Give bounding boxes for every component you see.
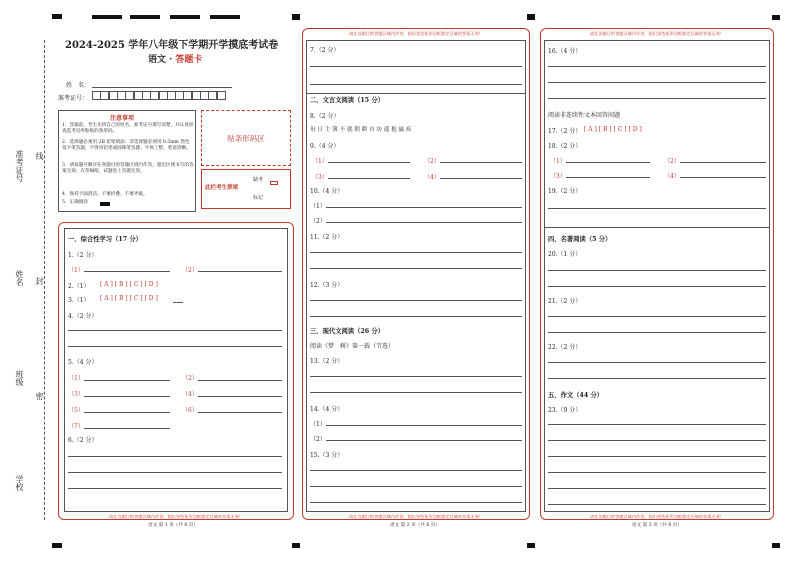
answer-line[interactable] [68,330,282,331]
question-label: 18.（2 分） [548,143,582,150]
answer-line[interactable] [310,392,522,393]
answer-line[interactable] [326,207,522,208]
question-label: 16.（4 分） [548,48,582,55]
question-label: 9.（4 分） [310,143,340,150]
section-heading: 三、现代文阅读（26 分） [310,328,384,335]
answer-line[interactable] [548,424,766,425]
reading-title: 阅读非连续性文本回答问题 [548,112,621,119]
answer-line[interactable] [84,380,170,381]
top-warning: 请在各题目的答题区域内作答，超出黑色矩形边框限定区域的答案无效！ [348,31,483,36]
answer-line[interactable] [310,376,522,377]
notice-item: 3．请按题号顺序在各题目的答题区域内作答，超出区域书写的答案无效；在草稿纸、试题卷上答题无效。 [62,163,194,175]
answer-line[interactable] [310,300,522,301]
question-label: 15.（3 分） [310,452,344,459]
timing-mark [292,543,300,548]
side-label-name: 姓名 [15,270,24,286]
answer-line[interactable] [84,412,170,413]
question-label: 23.（9 分） [548,407,582,414]
bottom-warning: 请在各题目的答题区域内作答，超出黑色矩形边框限定区域的答案无效！ [108,514,243,519]
answer-line[interactable] [310,268,522,269]
answer-line[interactable] [548,98,766,99]
fill-sample [100,202,110,206]
answer-line[interactable] [68,346,282,347]
answer-line[interactable] [68,472,282,473]
answer-line[interactable] [566,177,650,178]
answer-label: （3） [312,174,328,181]
answer-label: （4） [424,174,440,181]
answer-line[interactable] [310,66,522,67]
bottom-warning: 请在各题目的答题区域内作答，超出黑色矩形边框限定区域的答案无效！ [348,514,483,519]
side-label-line: 线 [35,152,44,160]
question-label: 5.（4 分） [68,359,98,366]
question-label: 20.（1 分） [548,251,582,258]
subtitle-subject: 语文 · [148,55,176,65]
subtitle-card: 答题卡 [175,55,203,65]
answer-line[interactable] [680,162,766,163]
barcode-area [201,110,291,166]
timing-mark [292,14,300,20]
answer-line[interactable] [84,396,170,397]
answer-label: （4） [664,173,680,180]
page-footer: 语文 第 1 页（共 6 页） [148,523,198,528]
answer-label: （2） [182,375,198,382]
page-footer: 语文 第 2 页（共 6 页） [390,523,440,528]
answer-label: （4） [182,391,198,398]
timing-mark [52,543,62,548]
answer-label: （7） [68,423,84,430]
exam-title: 2024-2025 学年八年级下学期开学摸底考试卷 [65,40,279,51]
side-label-school: 学校 [15,475,24,491]
notice-item: 4．保持卡面清洁，不要折叠、不要弄破。 [62,192,148,197]
question-label: 1.（2 分） [68,252,98,259]
answer-line[interactable] [548,66,766,67]
notice-title: 注意事项 [110,115,135,122]
section-heading: 四、名著阅读（5 分） [548,236,612,243]
question-label: 13.（2 分） [310,358,344,365]
answer-label: （6） [182,407,198,414]
question-label: 21.（2 分） [548,298,582,305]
question-label: 14.（4 分） [310,406,344,413]
page-footer: 语文 第 3 页（共 6 页） [632,523,682,528]
question-label: 4.（2 分） [68,313,98,320]
timing-mark [772,15,780,20]
answer-label: （2） [424,158,440,165]
question-label: 3.（1） [68,297,90,304]
answer-line[interactable] [680,177,766,178]
question-label: 22.（2 分） [548,344,582,351]
side-label-secret: 密 [35,392,44,400]
side-label-class: 班级 [15,370,24,386]
question-label: 2.（1） [68,283,90,290]
answer-line[interactable] [198,412,282,413]
answer-line[interactable] [68,456,282,457]
q8-text: 卅 日 主 簿 不 就 朝 耕 自 坊 遥 抱 羸 疾 [310,127,412,133]
timing-mark [52,14,62,19]
choice-options[interactable]: [ A ] [ B ] [ C ] [ D ] [100,295,158,302]
answer-label: （2） [182,267,198,274]
answer-line[interactable] [548,378,766,379]
answer-line[interactable] [548,456,766,457]
section-heading: 二、文言文阅读（15 分） [310,97,384,104]
answer-line[interactable] [310,502,522,503]
choice-options[interactable]: [ A ] [ B ] [ C ] [ D ] [100,281,158,288]
answer-label: （1） [310,421,326,428]
answer-line[interactable] [548,472,766,473]
answer-line[interactable] [326,425,522,426]
answer-line[interactable] [68,488,282,489]
answer-line[interactable] [566,162,650,163]
timing-mark [527,543,535,548]
answer-line[interactable] [310,252,522,253]
section-heading: 五、作文（44 分） [548,392,604,399]
answer-label: （1） [68,267,84,274]
answer-label: （1） [550,158,566,165]
answer-line[interactable] [548,488,766,489]
answer-line[interactable] [328,162,410,163]
answer-label: （3） [68,391,84,398]
answer-label: （3） [550,173,566,180]
answer-label: （5） [68,407,84,414]
answer-line[interactable] [173,302,183,303]
answer-label: （1） [310,203,326,210]
answer-line[interactable] [548,504,766,505]
side-label-ticket: 准考证号 [15,150,24,182]
answer-line[interactable] [198,396,282,397]
question-label: 11.（2 分） [310,234,344,241]
notice-item: 2．选择题必须用 2B 铅笔填涂；非选择题必须用 0.5mm 黑色签字笔答题，不得用铅笔或圆珠笔答题；字体工整、笔迹清晰。 [62,140,191,152]
ticket-label: 准考证号： [58,95,89,102]
answer-line[interactable] [548,362,766,363]
answer-line[interactable] [440,178,522,179]
answer-line[interactable] [326,222,522,223]
question-label: 12.（3 分） [310,282,344,289]
answer-line[interactable] [84,428,170,429]
barcode-label: 贴条形码区 [227,133,265,143]
answer-label: （2） [310,218,326,225]
answer-label: （1） [68,375,84,382]
answer-line[interactable] [198,271,282,272]
question-label: 7.（2 分） [310,47,340,54]
answer-line[interactable] [548,286,766,287]
answer-line[interactable] [310,486,522,487]
answer-line[interactable] [440,162,522,163]
absent-checkbox[interactable] [270,181,278,185]
answer-line[interactable] [548,270,766,271]
answer-line[interactable] [84,271,170,272]
answer-label: （2） [664,158,680,165]
timing-mark [130,15,160,19]
answer-label: （2） [310,436,326,443]
name-field[interactable] [92,87,232,88]
question-label: 17.（2 分） [548,128,582,135]
question-label: 6.（2 分） [68,437,98,444]
answer-line[interactable] [548,82,766,83]
answer-line[interactable] [548,332,766,333]
absent-label: 缺考 [253,177,264,183]
reading-title: 阅读《梦 树》第一载（节选） [310,343,395,350]
answer-line[interactable] [310,84,522,85]
timing-mark [170,15,200,19]
answer-line[interactable] [548,208,766,209]
timing-mark [210,15,240,19]
answer-line[interactable] [326,440,522,441]
notice-item: 1．答题前，考生先将自己的姓名，准考证号填写清楚，并认真检查监考员所粘贴的条形码。 [62,123,194,135]
name-label: 姓 名： [66,82,91,89]
notice-item: 5．正确填涂 [62,200,88,205]
answer-line[interactable] [328,178,410,179]
answer-line[interactable] [548,316,766,317]
answer-line[interactable] [310,470,522,471]
question-label: 10.（4 分） [310,188,344,195]
timing-mark [92,15,122,19]
timing-mark [527,14,535,20]
top-warning: 请在各题目的答题区域内作答，超出黑色矩形边框限定区域的答案无效！ [589,31,724,36]
timing-mark [772,543,780,548]
question-label: 19.（2 分） [548,188,582,195]
answer-line[interactable] [198,380,282,381]
answer-line[interactable] [548,440,766,441]
answer-line[interactable] [310,316,522,317]
bottom-warning: 请在各题目的答题区域内作答，超出黑色矩形边框限定区域的答案无效！ [589,514,724,519]
section-heading: 一、综合性学习（17 分） [68,236,142,243]
question-label: 8.（2 分） [310,113,340,120]
side-label-seal: 封 [35,277,44,285]
ticket-number-cells[interactable] [92,91,225,100]
exam-subtitle [148,52,202,65]
mark-label: 标记 [253,195,264,201]
forbidden-label: 此栏考生禁填 [205,185,239,191]
answer-label: （1） [312,158,328,165]
choice-options[interactable]: [ A ] [ B ] [ C ] [ D ] [584,126,642,133]
